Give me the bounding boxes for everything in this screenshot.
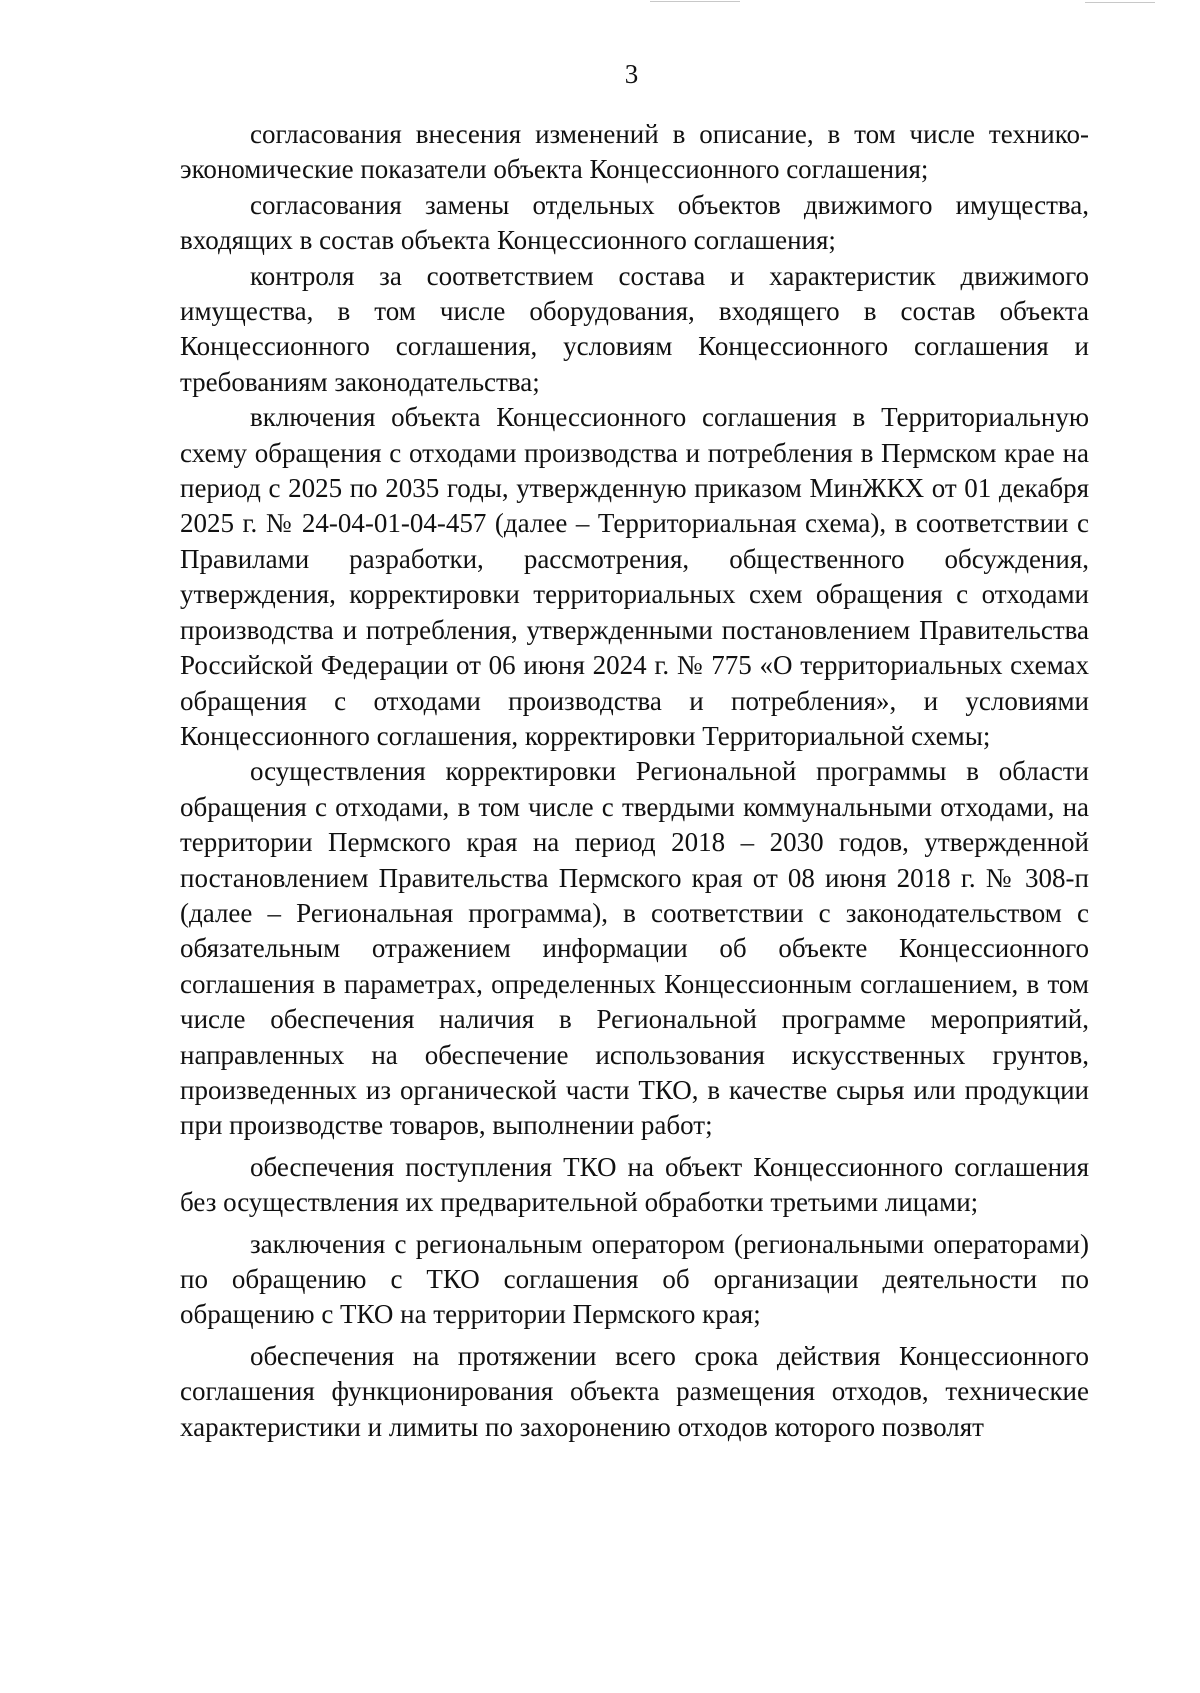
page-number: 3 [624,59,639,89]
scan-edge-mark [650,1,740,2]
paragraph: осуществления корректировки Региональной программы в области обращения с отходами, в том числе с твердыми коммунальными отходами, на территории Пермского края на период 2018 – 2030 годов, утвержденной постановлением Правительства Пермского края от 08 июня 2018 г. № 308-п (далее – Региональная программа), в соответствии с законодательством с обязательным отражением информации об объекте Концессионного соглашения в параметрах, определенных Концессионным соглашением, в том числе обеспечения наличия в Региональной программе мероприятий, направленных на обеспечение использования искусственных грунтов, произведенных из органической части ТКО, в качестве сырья или продукции при производстве товаров, выполнении работ; [180,756,1089,1141]
paragraph: обеспечения на протяжении всего срока действия Концессионного соглашения функционирования объекта размещения отходов, технические характеристики и лимиты по захоронению отходов которого позволят [180,1340,1089,1442]
paragraph: включения объекта Концессионного соглашения в Территориальную схему обращения с отходами производства и потребления в Пермском крае на период с 2025 по 2035 годы, утвержденную приказом МинЖКХ от 01 декабря 2025 г. № 24-04-01-04-457 (далее – Территориальная схема), в соответствии с Правилами разработки, рассмотрения, общественного обсуждения, утверждения, корректировки территориальных схем обращения с отходами производства и потребления, утвержденными постановлением Правительства Российской Федерации от 06 июня 2024 г. № 775 «О территориальных схемах обращения с отходами производства и потребления», и условиями Концессионного соглашения, корректировки Территориальной схемы; [180,402,1089,751]
paragraph: согласования замены отдельных объектов движимого имущества, входящих в состав объекта Концессионного соглашения; [180,189,1089,256]
document-body [180,117,1089,1445]
scan-edge-mark [1085,2,1155,3]
paragraph: согласования внесения изменений в описание, в том числе технико-экономические показатели объекта Концессионного соглашения; [180,119,1089,185]
paragraph: заключения с региональным оператором (региональными операторами) по обращению с ТКО соглашения об организации деятельности по обращению с ТКО на территории Пермского края; [180,1228,1089,1330]
paragraph: контроля за соответствием состава и характеристик движимого имущества, в том числе оборудования, входящего в состав объекта Концессионного соглашения, условиям Концессионного соглашения и требованиям законодательства; [180,260,1089,397]
paragraph: обеспечения поступления ТКО на объект Концессионного соглашения без осуществления их предварительной обработки третьими лицами; [180,1151,1089,1218]
